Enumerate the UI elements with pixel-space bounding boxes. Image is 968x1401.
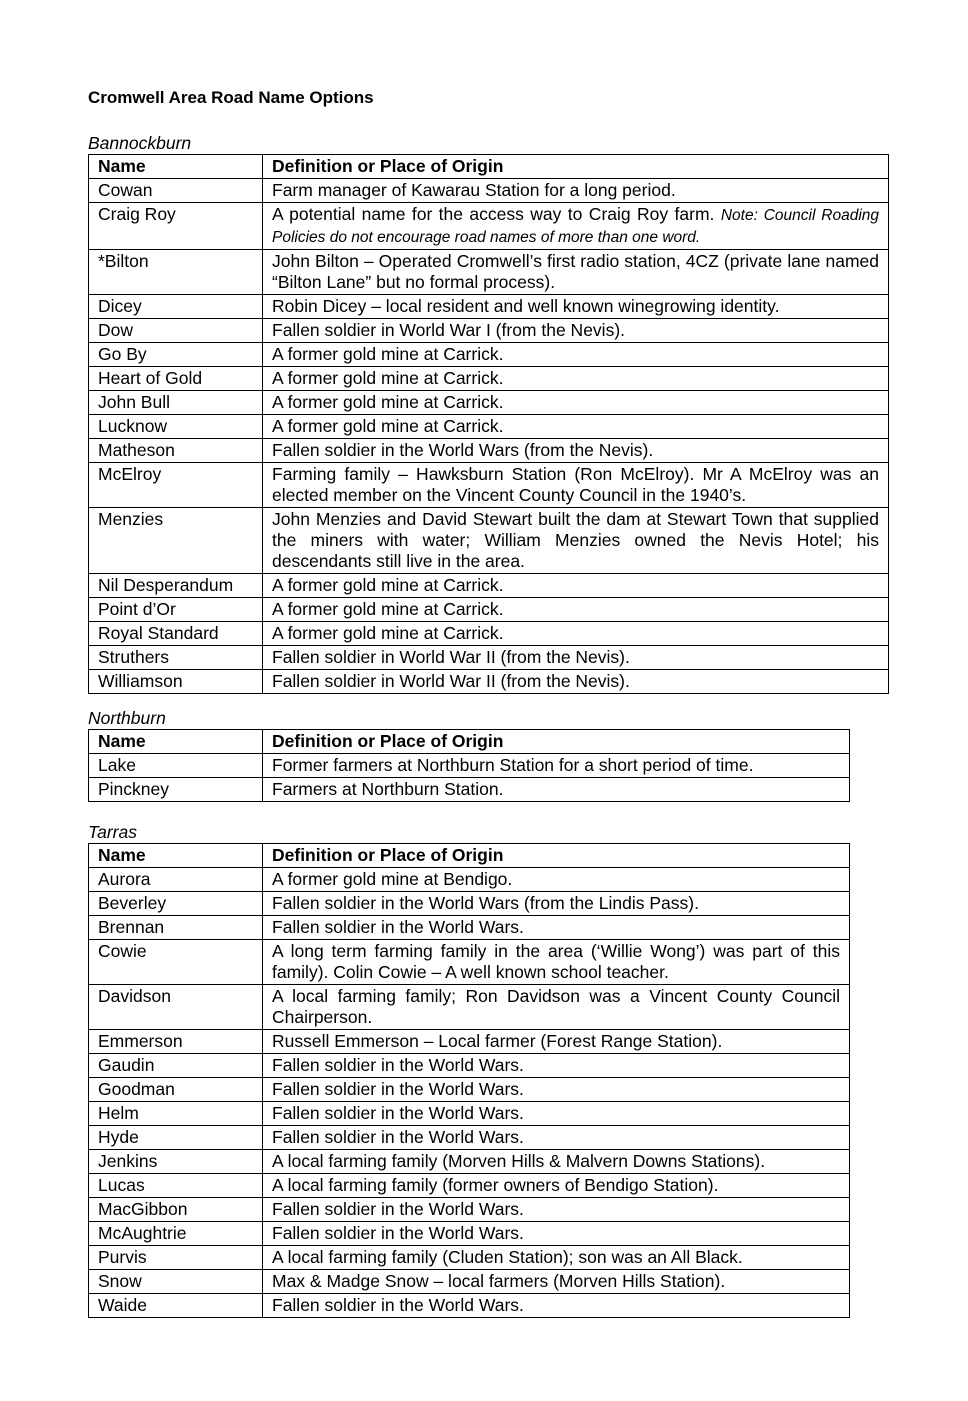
definition-text: Fallen soldier in the World Wars. [272,917,524,937]
definition-cell [263,343,889,367]
table-header-row [89,730,850,754]
table-row [89,598,889,622]
definition-cell [263,439,889,463]
table-row [89,1174,850,1198]
road-name-cell: Lucas [89,1174,263,1198]
definition-cell [263,778,850,802]
definition-cell [263,1078,850,1102]
road-name-cell: John Bull [89,391,263,415]
table-row [89,250,889,295]
definition-cell [263,754,850,778]
road-name-cell: Go By [89,343,263,367]
definition-text: Robin Dicey – local resident and well known winegrowing identity. [272,296,780,316]
road-name-cell: Williamson [89,670,263,694]
definition-text: John Menzies and David Stewart built the dam at Stewart Town that supplied the miners with water; William Menzies owned the Nevis Hotel; his descendants still live in the area. [272,509,879,571]
table-row [89,622,889,646]
definition-text: Fallen soldier in the World Wars. [272,1223,524,1243]
table-row [89,1294,850,1318]
definition-text: A local farming family; Ron Davidson was a Vincent County Council Chairperson. [272,986,840,1027]
definition-text: Fallen soldier in the World Wars. [272,1295,524,1315]
definition-cell [263,622,889,646]
road-name-cell: Helm [89,1102,263,1126]
section-heading-northburn: Northburn [88,708,166,728]
page-title: Cromwell Area Road Name Options [88,88,374,107]
road-name-cell: Cowan [89,179,263,203]
table-row [89,463,889,508]
definition-cell [263,463,889,508]
table-row [89,940,850,985]
table-row [89,179,889,203]
table-tarras [88,843,850,1318]
table-row [89,778,850,802]
road-name-cell: McElroy [89,463,263,508]
definition-cell [263,391,889,415]
definition-text: Russell Emmerson – Local farmer (Forest Range Station). [272,1031,723,1051]
definition-note: Note: Council Roading Policies do not encourage road names of more than one word. [272,207,880,246]
definition-text: A former gold mine at Bendigo. [272,869,513,889]
definition-text: Fallen soldier in the World Wars (from the Nevis). [272,440,654,460]
table-row [89,868,850,892]
road-name-cell: Cowie [89,940,263,985]
table-row [89,203,889,250]
road-name-cell: Craig Roy [89,203,263,250]
section-heading-bannockburn: Bannockburn [88,133,192,153]
table-row [89,670,889,694]
road-name-cell: Waide [89,1294,263,1318]
definition-cell [263,646,889,670]
road-name-cell: Beverley [89,892,263,916]
table-bannockburn [88,154,889,694]
road-name-cell: Snow [89,1270,263,1294]
definition-cell [263,670,889,694]
definition-text: Fallen soldier in the World Wars (from the Lindis Pass). [272,893,699,913]
table-row [89,1102,850,1126]
road-name-cell: Goodman [89,1078,263,1102]
table-row [89,319,889,343]
definition-cell [263,1102,850,1126]
table-header-row [89,155,889,179]
definition-text: A former gold mine at Carrick. [272,416,504,436]
definition-text: Fallen soldier in World War II (from the Nevis). [272,671,630,691]
table-row [89,367,889,391]
definition-text: Farming family – Hawksburn Station (Ron McElroy). Mr A McElroy was an elected member on the Vincent County Council in the 1940’s. [272,464,879,505]
table-row [89,1150,850,1174]
table-row [89,754,850,778]
table-row [89,1054,850,1078]
definition-text: Former farmers at Northburn Station for a short period of time. [272,755,754,775]
table-northburn [88,729,850,802]
definition-text: A former gold mine at Carrick. [272,368,504,388]
road-name-cell: Lake [89,754,263,778]
definition-text: A local farming family (former owners of Bendigo Station). [272,1175,719,1195]
table-row [89,916,850,940]
definition-cell [263,319,889,343]
road-name-cell: Gaudin [89,1054,263,1078]
table-row [89,1030,850,1054]
road-name-cell: MacGibbon [89,1198,263,1222]
table-row [89,508,889,574]
definition-cell [263,295,889,319]
road-name-cell: Brennan [89,916,263,940]
definition-text: John Bilton – Operated Cromwell’s first radio station, 4CZ (private lane named “Bilton Lane” but no formal process). [272,251,879,292]
definition-cell [263,892,850,916]
road-name-cell: Point d’Or [89,598,263,622]
road-name-cell: Dicey [89,295,263,319]
definition-cell [263,1270,850,1294]
road-name-cell: Aurora [89,868,263,892]
definition-text: Fallen soldier in World War II (from the Nevis). [272,647,630,667]
road-name-cell: Royal Standard [89,622,263,646]
definition-cell [263,415,889,439]
definition-text: A former gold mine at Carrick. [272,392,504,412]
definition-cell [263,1126,850,1150]
definition-text: A local farming family (Morven Hills & Malvern Downs Stations). [272,1151,766,1171]
definition-text: A former gold mine at Carrick. [272,575,504,595]
column-header-definition: Definition or Place of Origin [263,730,850,754]
table-row [89,415,889,439]
table-row [89,1246,850,1270]
road-name-cell: Davidson [89,985,263,1030]
road-name-cell: *Bilton [89,250,263,295]
road-name-cell: Heart of Gold [89,367,263,391]
definition-cell [263,1054,850,1078]
road-name-cell: Hyde [89,1126,263,1150]
definition-text: A former gold mine at Carrick. [272,344,504,364]
table-row [89,1270,850,1294]
definition-cell [263,203,889,250]
definition-cell [263,250,889,295]
definition-cell [263,1246,850,1270]
definition-cell [263,1174,850,1198]
table-row [89,391,889,415]
road-name-cell: Purvis [89,1246,263,1270]
column-header-name: Name [89,844,263,868]
definition-text: A long term farming family in the area (‘Willie Wong’) was part of this family). Colin Cowie – A well known school teacher. [272,941,840,982]
column-header-name: Name [89,155,263,179]
definition-cell [263,1198,850,1222]
road-name-cell: Jenkins [89,1150,263,1174]
road-name-cell: Menzies [89,508,263,574]
table-row [89,892,850,916]
definition-text: Farmers at Northburn Station. [272,779,504,799]
road-name-cell: Struthers [89,646,263,670]
definition-cell [263,1150,850,1174]
definition-text: Fallen soldier in the World Wars. [272,1127,524,1147]
table-row [89,646,889,670]
road-name-cell: Nil Desperandum [89,574,263,598]
definition-text: Fallen soldier in the World Wars. [272,1079,524,1099]
definition-cell [263,574,889,598]
definition-cell [263,1030,850,1054]
definition-text: Fallen soldier in the World Wars. [272,1199,524,1219]
column-header-definition: Definition or Place of Origin [263,844,850,868]
table-row [89,1198,850,1222]
column-header-definition: Definition or Place of Origin [263,155,889,179]
definition-cell [263,598,889,622]
definition-cell [263,940,850,985]
table-header-row [89,844,850,868]
section-heading-tarras: Tarras [88,822,137,842]
road-name-cell: McAughtrie [89,1222,263,1246]
table-row [89,1126,850,1150]
definition-cell [263,985,850,1030]
definition-text: Farm manager of Kawarau Station for a long period. [272,180,676,200]
table-row [89,439,889,463]
table-row [89,343,889,367]
road-name-cell: Matheson [89,439,263,463]
definition-text: Fallen soldier in World War I (from the Nevis). [272,320,626,340]
definition-text: Fallen soldier in the World Wars. [272,1055,524,1075]
definition-text: A local farming family (Cluden Station); son was an All Black. [272,1247,743,1267]
road-name-cell: Pinckney [89,778,263,802]
road-name-cell: Lucknow [89,415,263,439]
road-name-cell: Emmerson [89,1030,263,1054]
column-header-name: Name [89,730,263,754]
definition-cell [263,1222,850,1246]
definition-cell [263,868,850,892]
table-row [89,295,889,319]
table-row [89,574,889,598]
definition-text: A potential name for the access way to Craig Roy farm. [272,204,715,224]
table-row [89,985,850,1030]
definition-text: A former gold mine at Carrick. [272,623,504,643]
definition-cell [263,1294,850,1318]
table-row [89,1078,850,1102]
definition-text: Fallen soldier in the World Wars. [272,1103,524,1123]
table-row [89,1222,850,1246]
definition-cell [263,367,889,391]
definition-text: A former gold mine at Carrick. [272,599,504,619]
road-name-cell: Dow [89,319,263,343]
definition-cell [263,508,889,574]
definition-cell [263,179,889,203]
definition-text: Max & Madge Snow – local farmers (Morven Hills Station). [272,1271,726,1291]
definition-cell [263,916,850,940]
